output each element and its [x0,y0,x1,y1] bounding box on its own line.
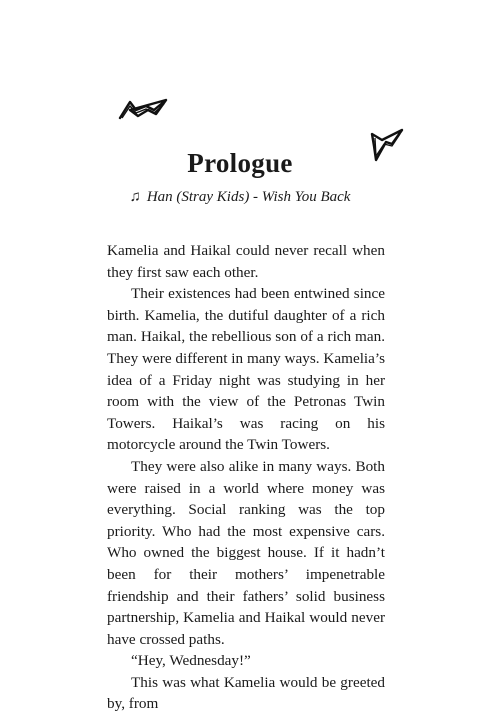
music-note-icon: ♫ [129,189,141,205]
chapter-body [107,240,385,715]
paragraph: Their existences had been entwined since birth. Kamelia, the dutiful daughter of a rich man. Haikal, the rebellious son of a rich man. They were different in many ways. Kamelia’s idea of a Friday night was studying in her room with the view of the Petronas Twin Towers. Haikal’s was racing on his motorcycle around the Twin Towers. [107,285,385,454]
zigzag-doodle-left [116,96,172,122]
chapter-title: Prologue [187,148,293,178]
paragraph: Kamelia and Haikal could never recall when they first saw each other. [107,242,385,281]
paragraph: This was what Kamelia would be greeted by, from [107,673,385,713]
paragraph: “Hey, Wednesday!” [131,652,251,670]
paragraph: They were also alike in many ways. Both were raised in a world where money was everything. Social ranking was the top priority. Who had the most expensive cars. Who owned the biggest house. If it hadn’t been for their mothers’ impenetrable friendship and their fathers’ solid business partnership, Kamelia and Haikal would never have crossed paths. [107,457,385,648]
song-credit-text: Han (Stray Kids) - Wish You Back [146,189,351,205]
song-credit [0,189,480,206]
